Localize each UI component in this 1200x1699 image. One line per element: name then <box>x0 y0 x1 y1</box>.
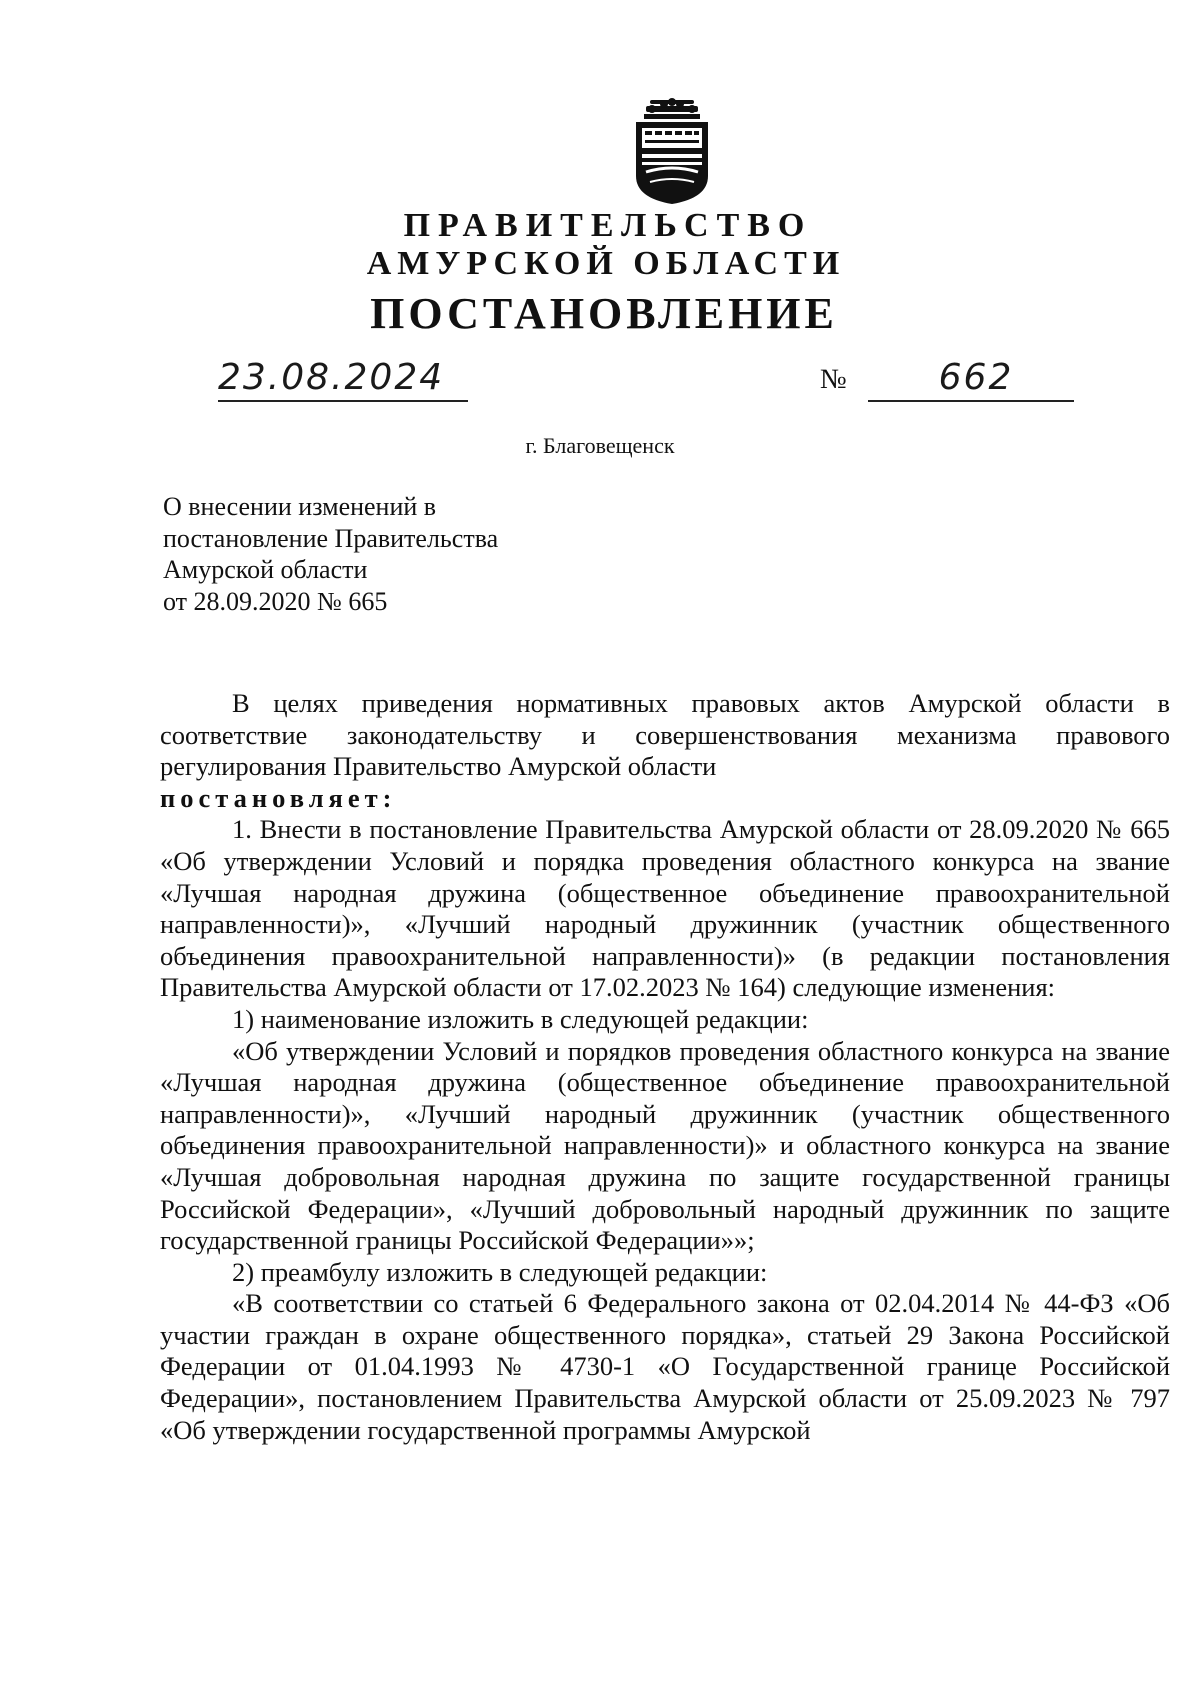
document-date-field <box>218 356 468 402</box>
document-subject <box>163 491 498 617</box>
subject-line: постановление Правительства <box>163 523 499 553</box>
subitem-2-heading: 2) преамбулу изложить в следующей редакции: <box>232 1256 768 1287</box>
subject-line: О внесении изменений в <box>163 492 437 521</box>
resolve-word: постановляет: <box>160 782 397 813</box>
subject-line: от 28.09.2020 № 665 <box>163 586 388 616</box>
subject-line: Амурской области <box>163 555 368 584</box>
document-body <box>160 688 1170 1446</box>
document-date: 23.08.2024 <box>218 357 445 398</box>
number-sign: № <box>820 364 847 395</box>
document-number-field <box>868 356 1074 402</box>
document-type-title: ПОСТАНОВЛЕНИЕ <box>370 289 838 338</box>
organization-name-line1: ПРАВИТЕЛЬСТВО <box>403 207 813 244</box>
item-1-paragraph: 1. Внести в постановление Правительства Амурской области от 28.09.2020 № 665 «Об утверждении Условий и порядка проведения областного конкурса на звание «Лучшая народная дружина (общественное объединение правоохранительной направленности)», «Лучший народный дружинник (участник общественного объединения правоохранительной направленности)» (в редакции постановления Правительства Амурской области от 17.02.2023 № 164) следующие изменения: <box>160 814 1170 1003</box>
document-number: 662 <box>938 357 1014 398</box>
intro-paragraph: В целях приведения нормативных правовых актов Амурской области в соответствие законодательству и совершенствования механизма правового регулирования Правительство Амурской области <box>160 688 1170 782</box>
issue-city: г. Благовещенск <box>525 433 675 458</box>
coat-of-arms-emblem <box>632 98 712 206</box>
subitem-2-text: «В соответствии со статьей 6 Федерального закона от 02.04.2014 № 44-ФЗ «Об участии граждан в охране общественного порядка», статьей 29 Закона Российской Федерации от 01.04.1993 № 4730-1 «О Государственной границе Российской Федерации», постановлением Правительства Амурской области от 25.09.2023 № 797 «Об утверждении государственной программы Амурской <box>160 1288 1170 1445</box>
organization-name-line2: АМУРСКОЙ ОБЛАСТИ <box>366 245 846 282</box>
subitem-1-heading: 1) наименование изложить в следующей редакции: <box>232 1003 809 1034</box>
subitem-1-text: «Об утверждении Условий и порядков проведения областного конкурса на звание «Лучшая народная дружина (общественное объединение правоохранительной направленности)», «Лучший народный дружинник (участник общественного объединения правоохранительной направленности)» и областного конкурса на звание «Лучшая добровольная народная дружина по защите государственной границы Российской Федерации», «Лучший добровольный народный дружинник по защите государственной границы Российской Федерации»»; <box>160 1035 1170 1256</box>
